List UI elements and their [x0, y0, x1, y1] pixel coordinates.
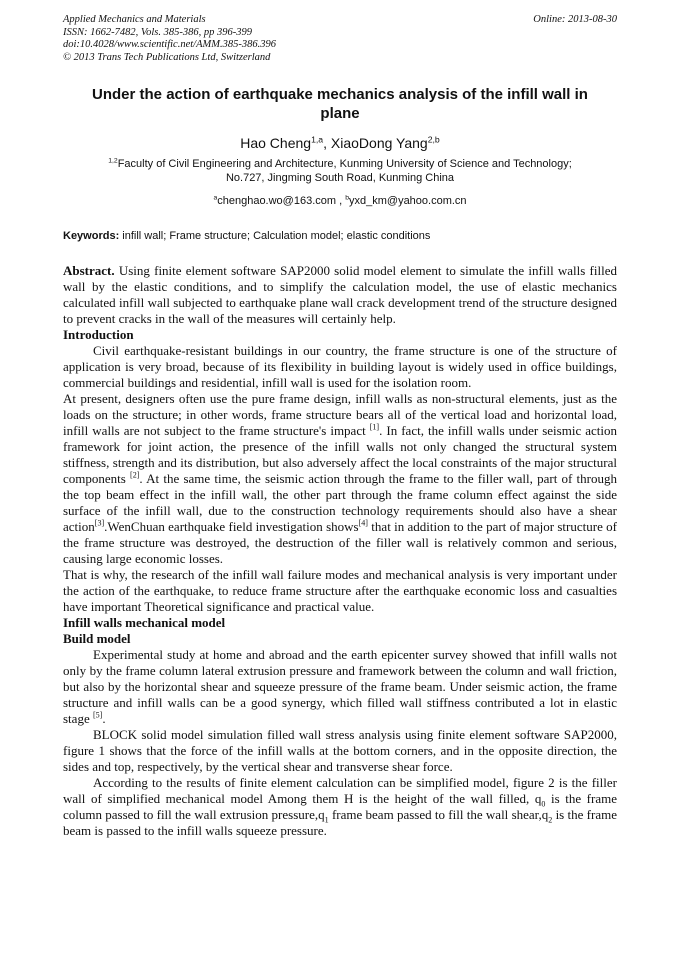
affiliation-line-1: $^{1,2}$Faculty of Civil Engineering and Architecture, Kunming University of Science and Technology;: [108, 157, 572, 170]
keywords-line: Keywords: infill wall; Frame structure; Calculation model; elastic conditions: [63, 230, 431, 242]
introduction-paragraph-3: That is why, the research of the infill wall failure modes and mechanical analysis is very important under the action of the earthquake, to reduce frame structure after the earthquake economic loss and casualties have important Theoretical significance and practical value.: [63, 567, 617, 614]
introduction-paragraph-1: Civil earthquake-resistant buildings in our country, the frame structure is one of the structure of application is very broad, because of its flexibility in building layout is widely used in office buildings, commercial buildings and residential, infill wall is used for the isolation room.: [63, 343, 617, 390]
journal-name: Applied Mechanics and Materials: [63, 14, 206, 25]
journal-copyright: © 2013 Trans Tech Publications Ltd, Switzerland: [63, 51, 271, 63]
author-emails: $^a$chenghao.wo@163.com , $^b$yxd_km@yahoo.com.cn: [213, 194, 467, 207]
build-model-paragraph-2: BLOCK solid model simulation filled wall stress analysis using finite element software SAP2000, figure 1 shows that the force of the infill walls at the bottom corners, and in the opposite direction, the sides and top, respectively, by the vertical shear and transverse shear force.: [63, 727, 617, 774]
journal-doi: doi:10.4028/www.scientific.net/AMM.385-386.396: [63, 39, 276, 50]
journal-header: [63, 14, 617, 64]
affiliation-line-2: No.727, Jingming South Road, Kunming China: [225, 172, 455, 184]
section-heading-introduction: Introduction: [63, 327, 134, 342]
journal-issn-vols: ISSN: 1662-7482, Vols. 385-386, pp 396-399: [63, 26, 252, 38]
online-date: Online: 2013-08-30: [533, 14, 617, 25]
journal-info: [63, 14, 276, 64]
section-heading-infill-walls-mechanical-model: Infill walls mechanical model: [63, 615, 226, 630]
build-model-paragraph-3: According to the results of finite element calculation can be simplified model, figure 2 is the filler wall of simplified mechanical model Among them H is the height of the wall filled, $q_0$ is the frame column passed to fill the wall extrusion $pressure,q_1$ frame beam passed to fill the wall $shear,q_2$ is the frame beam is passed to the infill walls squeeze pressure.: [63, 775, 617, 838]
paper-title: [63, 85, 617, 123]
subsection-heading-build-model: Build model: [63, 631, 131, 646]
introduction-paragraph-2: At present, designers often use the pure frame design, infill walls as non-structural elements, just as the loads on the structure; in other words, frame structure bears all of the vertical load and horizontal load, infill walls are not subject to the frame structure's impact [1]. In fact, the infill walls under seismic action framework for joint action, the presence of the infill walls not only changed the structural system stiffness, strength and its distribution, but also adversely affect the local constraints of the major structural components [2]. At the same time, the seismic action through the frame to the filler wall, part of through the top beam effect in the infill wall, the other part through the frame column effect against the side surface of the infill wall, due to the construction technology requirements should also have a shear action[3].WenChuan earthquake field investigation shows[4] that in addition to the part of major structure of the frame structure was destroyed, the destruction of the filler wall is relatively common and serious, causing large economic losses.: [63, 391, 618, 566]
paper-title-line-2: plane: [320, 105, 360, 122]
abstract-paragraph: Abstract. Using finite element software SAP2000 solid model element to simulate the infill walls filled wall by the elastic conditions, and to simplify the calculation model, the use of elastic mechanics calculated infill wall subjected to earthquake plane wall crack development trend of the structure designed to prevent cracks in the wall of the measures will certainly help.: [63, 263, 617, 326]
build-model-paragraph-1: Experimental study at home and abroad and the earth epicenter survey showed that infill walls not only by the frame column lateral extrusion pressure and framework between the column and wall friction, but also by the horizontal shear and squeeze pressure of the frame beam. Under seismic action, the frame structure and infill walls can be a good synergy, which filled wall stiffness contributed a lot in elastic stage [5].: [63, 647, 617, 726]
authors-line: Hao Cheng$^{1,a}$, XiaoDong Yang$^{2,b}$: [240, 134, 440, 151]
paper-title-line-1: Under the action of earthquake mechanics analysis of the infill wall in: [92, 86, 588, 103]
